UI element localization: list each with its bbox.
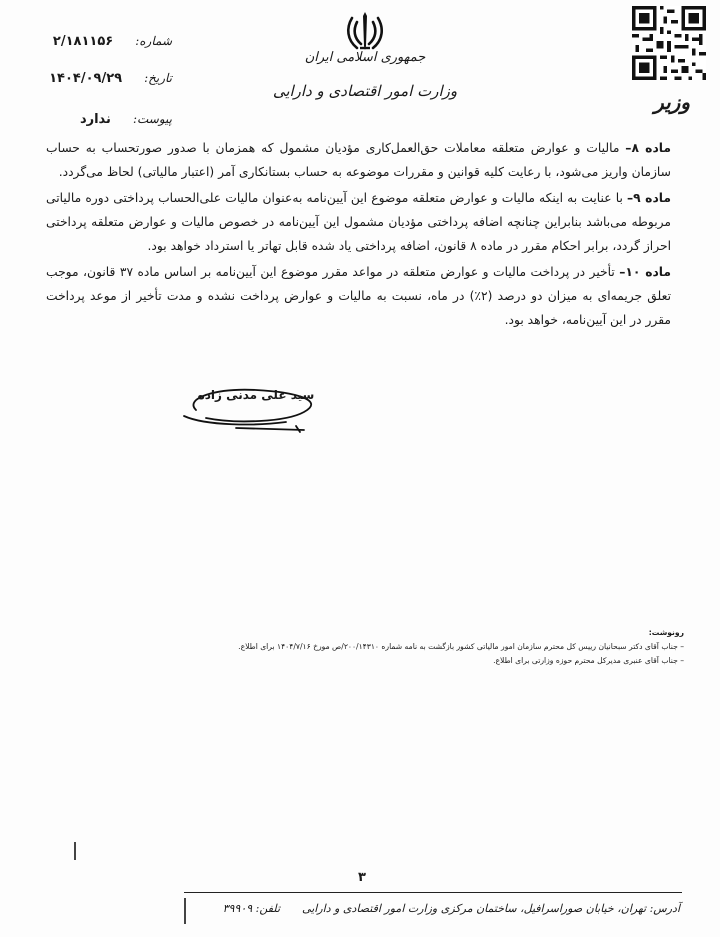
cc-line-2: – جناب آقای عنبری مدیرکل محترم حوزه وزارتی برای اطلاع. xyxy=(493,656,684,665)
ministry-name: وزارت امور اقتصادی و دارایی xyxy=(272,82,458,100)
cc-block xyxy=(190,626,684,668)
article-8 xyxy=(46,136,671,184)
letter-date-row xyxy=(38,71,172,86)
letter-number-row xyxy=(52,34,172,49)
signatory-name: سید علی مدنی زاده xyxy=(197,388,315,402)
page-number: ۳ xyxy=(358,870,366,885)
article-10 xyxy=(46,260,671,332)
article-9-text: با عنایت به اینکه مالیات و عوارض متعلقه موضوع این آیین‌نامه به‌عنوان مالیات علی‌الحساب پرداختی دوره مالیاتی مربوطه می‌باشد بنابراین چنانچه اضافه پرداختی مؤدیان مشمول این آیین‌نامه در خصوص مالیات و عوارض متعلقه پرداختی احراز گردد، برابر احکام مقرر در ماده ۸ قانون، اضافه پرداختی یاد شده قابل تهاتر یا استرداد خواهد بود. xyxy=(46,191,671,253)
footer-address: آدرس: تهران، خیابان صوراسرافیل، ساختمان مرکزی وزارت امور اقتصادی و دارایی xyxy=(302,902,680,915)
letter-body xyxy=(46,136,671,334)
footer-divider xyxy=(184,892,682,893)
article-10-title: ماده ۱۰– xyxy=(619,265,671,279)
cc-line-1: – جناب آقای دکتر سبحانیان رییس کل محترم سازمان امور مالیاتی کشور بازگشت به نامه شماره ۲۰۰/۱۴۳۱۰/ص مورخ ۱۴۰۴/۷/۱۶ برای اطلاع. xyxy=(238,642,684,651)
article-9-title: ماده ۹– xyxy=(627,191,671,205)
letter-number-value: ۲/۱۸۱۱۵۶ xyxy=(52,34,114,49)
article-8-text: مالیات و عوارض متعلقه معاملات حق‌العمل‌کاری مؤدیان مشمول که همزمان با صدور صورتحساب به حساب سازمان واریز می‌شود، با رعایت کلیه قوانین و مقررات موضوعه به حساب بستانکاری آمر (اعتبار مالیاتی) لحاظ می‌گردد. xyxy=(46,141,671,179)
letter-number-label: شماره: xyxy=(135,34,172,48)
letter-date-label: تاریخ: xyxy=(144,71,172,85)
letter-date-value: ۱۴۰۴/۰۹/۲۹ xyxy=(49,71,123,86)
attachment-label: پیوست: xyxy=(132,112,172,126)
footer-left-mark xyxy=(184,898,186,924)
article-9 xyxy=(46,186,671,258)
article-10-text: تأخیر در پرداخت مالیات و عوارض متعلقه در مواعد مقرر موضوع این آیین‌نامه بر اساس ماده ۳۷ قانون، موجب تعلق جریمه‌ای به میزان دو درصد (۲٪) در ماه، نسبت به مالیات و عوارض پرداخت نشده و مدت تأخیر از موعد پرداخت مقرر در این آیین‌نامه، خواهد بود. xyxy=(46,265,671,327)
attachment-value: ندارد xyxy=(79,112,111,127)
qr-code-icon xyxy=(632,6,706,80)
minister-title: وزیر xyxy=(654,90,690,114)
attachment-row xyxy=(60,112,172,127)
margin-mark xyxy=(74,842,76,860)
iran-emblem-icon xyxy=(342,8,388,54)
cc-title: رونوشت: xyxy=(648,628,684,637)
country-name: جمهوری اسلامی ایران xyxy=(304,50,426,65)
footer-phone: تلفن: ۳۹۹۰۹ xyxy=(222,902,280,915)
article-8-title: ماده ۸– xyxy=(625,141,671,155)
